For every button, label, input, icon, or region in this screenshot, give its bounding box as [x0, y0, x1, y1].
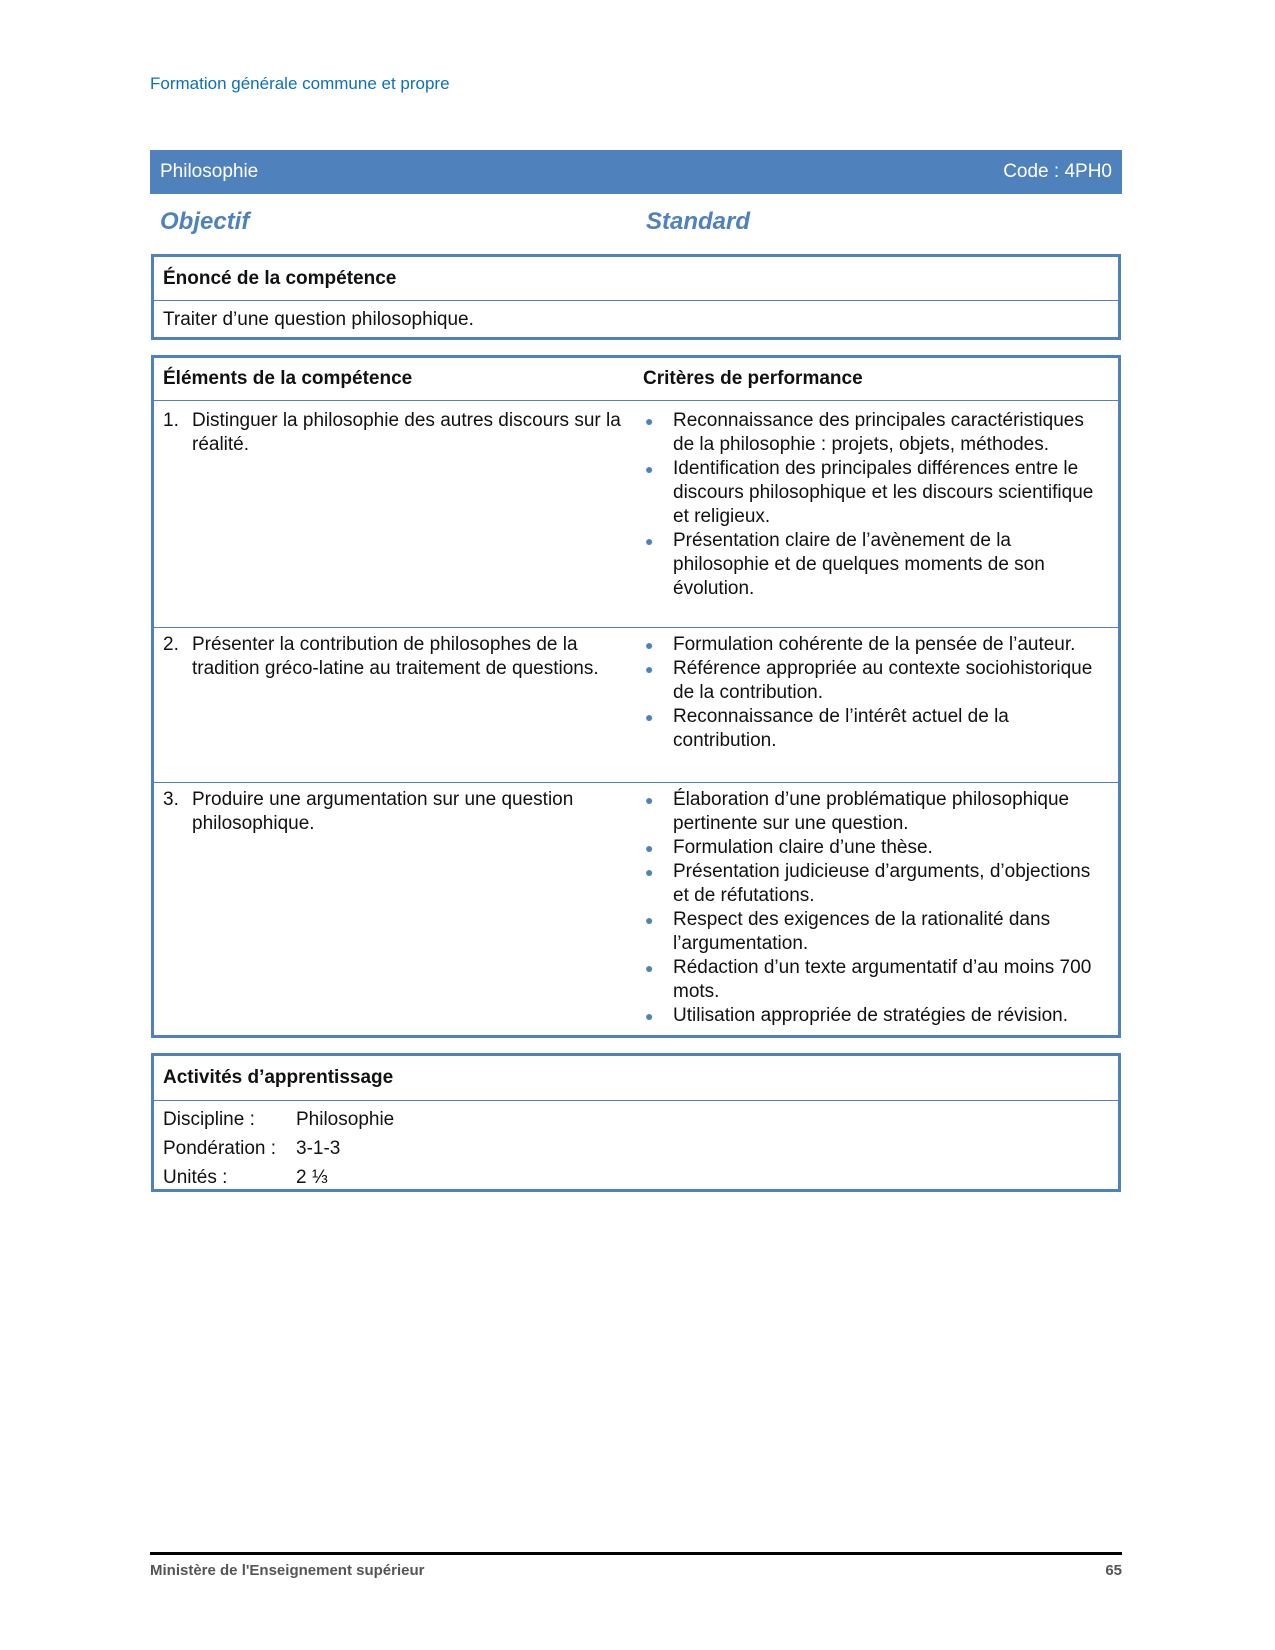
- critere-item: [643, 788, 1110, 836]
- field-label: Discipline :: [163, 1109, 255, 1130]
- critere-item: [643, 409, 1110, 457]
- critere-item: [643, 908, 1110, 956]
- bullet-icon: ●: [645, 709, 654, 725]
- element-text: Produire une argumentation sur une question philosophique.: [192, 789, 574, 834]
- critere-text: Référence appropriée au contexte sociohistorique de la contribution.: [673, 658, 1093, 703]
- table-row: [154, 628, 1118, 783]
- field-value: 3-1-3: [296, 1138, 341, 1159]
- running-head: Formation générale commune et propre: [150, 74, 450, 93]
- field-label: Pondération :: [163, 1138, 277, 1159]
- element-number: 2.: [163, 634, 179, 655]
- field-value: 2 ⅓: [296, 1167, 328, 1188]
- elements-table: [151, 355, 1121, 1038]
- ponderation-field: [163, 1134, 1109, 1163]
- critere-item: [643, 633, 1110, 657]
- enonce-box: [151, 254, 1121, 340]
- bullet-icon: ●: [645, 960, 654, 976]
- critere-text: Présentation claire de l’avènement de la philosophie et de quelques moments de son évolution.: [673, 530, 1045, 599]
- critere-text: Présentation judicieuse d’arguments, d’objections et de réfutations.: [673, 861, 1091, 906]
- bullet-icon: ●: [645, 413, 654, 429]
- criteres-list: [643, 409, 1110, 601]
- critere-item: [643, 836, 1110, 860]
- bullet-icon: ●: [645, 461, 654, 477]
- bullet-icon: ●: [645, 840, 654, 856]
- page-number: 65: [1105, 1562, 1122, 1579]
- table-row: [154, 401, 1118, 628]
- activites-box: [151, 1053, 1121, 1192]
- critere-text: Reconnaissance des principales caractéristiques de la philosophie : projets, objets, méthodes.: [673, 410, 1084, 455]
- objective-standard-labels: [150, 208, 1122, 242]
- critere-item: [643, 860, 1110, 908]
- criteres-list: [643, 633, 1110, 753]
- critere-item: [643, 956, 1110, 1004]
- course-code: Code : 4PH0: [1003, 161, 1112, 182]
- table-row: [154, 783, 1118, 1039]
- elements-header-row: [154, 358, 1118, 401]
- criteres-heading: Critères de performance: [643, 368, 863, 389]
- critere-item: [643, 457, 1110, 529]
- bullet-icon: ●: [645, 912, 654, 928]
- bullet-icon: ●: [645, 533, 654, 549]
- enonce-heading: Énoncé de la compétence: [154, 257, 1118, 301]
- field-label: Unités :: [163, 1167, 228, 1188]
- bullet-icon: ●: [645, 661, 654, 677]
- element-text: Présenter la contribution de philosophes de la tradition gréco-latine au traitement de questions.: [192, 634, 599, 679]
- objectif-label: Objectif: [160, 208, 250, 235]
- element-item: [163, 409, 639, 457]
- course-banner: [150, 150, 1122, 194]
- bullet-icon: ●: [645, 637, 654, 653]
- critere-text: Respect des exigences de la rationalité dans l’argumentation.: [673, 909, 1051, 954]
- element-number: 3.: [163, 789, 179, 810]
- critere-text: Reconnaissance de l’intérêt actuel de la contribution.: [673, 706, 1009, 751]
- standard-label: Standard: [646, 208, 751, 235]
- critere-text: Élaboration d’une problématique philosophique pertinente sur une question.: [673, 789, 1070, 834]
- critere-text: Formulation cohérente de la pensée de l’auteur.: [673, 634, 1076, 655]
- critere-text: Identification des principales différences entre le discours philosophique et les discours scientifique et religieux.: [673, 458, 1094, 527]
- element-number: 1.: [163, 410, 179, 431]
- discipline-field: [163, 1105, 1109, 1134]
- element-item: [163, 633, 639, 681]
- critere-item: [643, 529, 1110, 601]
- enonce-text: Traiter d’une question philosophique.: [163, 309, 474, 330]
- element-text: Distinguer la philosophie des autres discours sur la réalité.: [192, 410, 621, 455]
- elements-heading: Éléments de la compétence: [163, 368, 413, 389]
- critere-text: Rédaction d’un texte argumentatif d’au moins 700 mots.: [673, 957, 1092, 1002]
- footer-divider: [150, 1552, 1122, 1555]
- unites-field: [163, 1163, 1109, 1192]
- bullet-icon: ●: [645, 1008, 654, 1024]
- critere-item: [643, 657, 1110, 705]
- course-title: Philosophie: [160, 161, 259, 182]
- criteres-list: [643, 788, 1110, 1028]
- bullet-icon: ●: [645, 792, 654, 808]
- footer-publisher: Ministère de l'Enseignement supérieur: [150, 1562, 425, 1579]
- critere-item: [643, 1004, 1110, 1028]
- activites-heading: Activités d’apprentissage: [154, 1056, 1118, 1101]
- field-value: Philosophie: [296, 1109, 395, 1130]
- critere-item: [643, 705, 1110, 753]
- bullet-icon: ●: [645, 864, 654, 880]
- critere-text: Utilisation appropriée de stratégies de révision.: [673, 1005, 1068, 1026]
- critere-text: Formulation claire d’une thèse.: [673, 837, 933, 858]
- element-item: [163, 788, 639, 836]
